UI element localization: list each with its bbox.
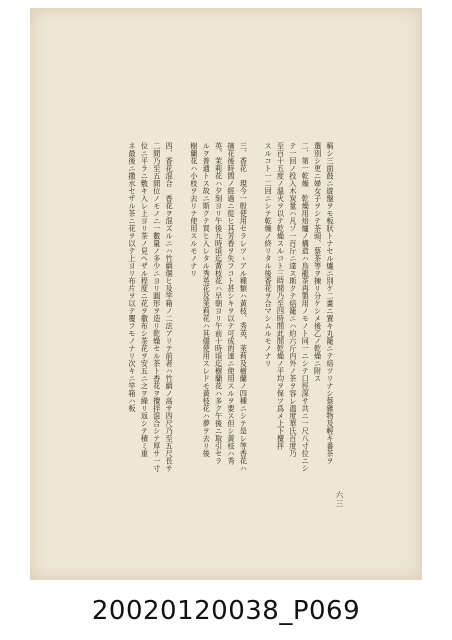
image-caption: 20020120038_P069 (91, 596, 361, 626)
text-column-9: 英、茉莉花ハ夕刻ヨリ午後九時頃迄黃枝花ハ早朝ヨリ午前十時頃迄樹蘭花ハ多ク午後ニ取引セラ (214, 142, 224, 465)
page-number: 六三 (335, 491, 344, 508)
text-column-13: 二間乃至五間位ノモノニ一數量ノ多少ニヨリ圓形ヲ造リ乾燥セル茶ト香花ヲ攪拌混合シテ厚サ一寸 (152, 142, 162, 472)
document-page (30, 8, 422, 580)
text-column-3: 二、第一乾燥 乾燥用焙爐ノ構造ハ烏龍茶再製用ノモノト同一ニシテ口徑深サ共ニ一尺八寸位ニシ (301, 142, 311, 472)
text-column-1: 稱シ三面鼓ニ遊盤ヲモ板狀トナセル爐ニ別ケ二畫ニ置キ丸籠ニテ焙ツリナシ蔡雜物及輕キ番茶ヲ (326, 142, 335, 465)
text-column-11: 樹蘭花ハ小枝ヲ去リテ使用スルモノナリ (189, 142, 199, 277)
text-column-2: 選別シ更ニ婦女子ヲシテ茶頭、蔡茶等ヲ揀リ分ケシメ後乙ノ乾燥ニ附ス (313, 142, 323, 382)
text-column-4: テ一回ノ投入木炭量ハ凡ソ一百斤ニ達ス斯クテ焙籠ニハ約六斤内外ノ茶ヲ容レ溫度華氏百度乃 (288, 142, 298, 457)
text-column-6: スルコト一二回ニシテ乾燥ノ終リタル後香花ヲ合マシムルモノナリ (264, 142, 274, 367)
vertical-text-block (128, 142, 334, 514)
text-column-7: 三、香花 現今一般使用セラレツゝアル種類ハ黃枝、秀英、茉莉及樹蘭ノ四種ニシテ是レ等香花ハ (239, 142, 249, 472)
text-column-5: 至百十五度ノ溫火ヲ以テ乾燥スルコト三時間乃至四時間此間乾燥ノ平均ヲ保ツ爲メ上下攪拌 (276, 142, 286, 450)
text-column-10: ルヲ普通トス故ニ斯クテ買ヒ入レタル秀英花及茉莉花ハ其儘使用スレドモ黃枝花ハ夢ヲ去リ後 (202, 142, 212, 457)
text-column-8: 摘花後時間ノ經過ニ從ヒ其芳香ヲ失フコト甚シキヲ以テ可成的速ニ使用スルヲ要ス但シ黃枝ハ秀 (227, 142, 236, 465)
text-column-15: ネ最後ニ撒水セザル茶ニ花ヲ以テ上ヨリ布片ヲ以テ覆フモノナリ次キニ竿箱ハ板 (128, 142, 137, 412)
text-column-14: 位ニ平ラニ敷キ入レ上ヨリ茶ノ見ヘザル程度ニ花ヲ撒布シ茶花ヲ安五ニ之ヲ繰リ返シテ積ミ重 (140, 142, 150, 457)
text-column-12: 四、香花混合 香花ヲ混ズルニハ竹網個ヒ及竿箱ノ二法アリテ前者ハ竹網ノ高サ四尺乃至五尺長サ (165, 142, 175, 472)
